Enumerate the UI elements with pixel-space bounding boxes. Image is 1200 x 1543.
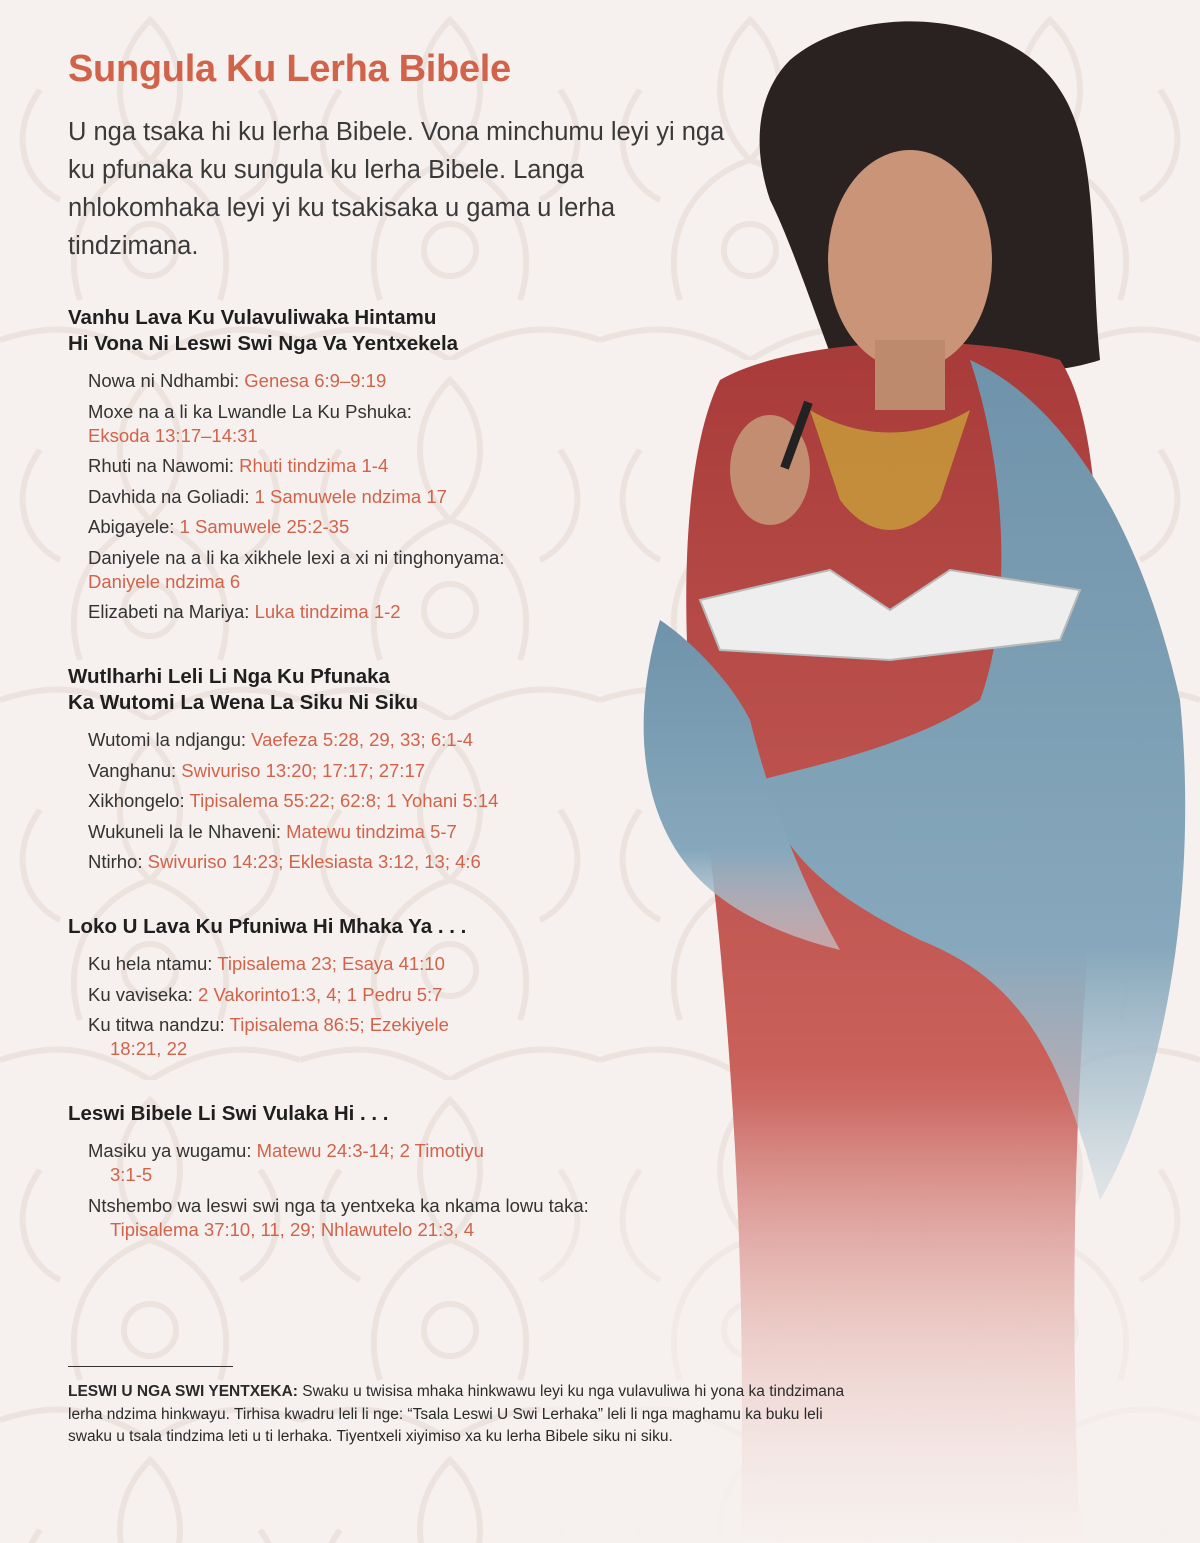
list-item <box>88 546 788 594</box>
section-heading <box>68 305 788 357</box>
item-label: Rhuti na Nawomi: <box>88 455 240 476</box>
item-label: Vanghanu: <box>88 759 182 781</box>
item-label: Wukuneli la le Nhaveni: <box>88 820 287 842</box>
scripture-link[interactable]: Rhuti tindzima 1-4 <box>239 455 389 476</box>
section-heading-line1: Loko U Lava Ku Pfuniwa Hi Mhaka Ya . . . <box>68 915 467 938</box>
item-label: Nowa ni Ndhambi: <box>88 370 245 391</box>
list-item <box>88 983 788 1007</box>
list-item <box>88 454 788 478</box>
section-help <box>68 914 788 1061</box>
section-heading <box>68 1101 788 1127</box>
item-label: Masiku ya wugamu: <box>88 1140 257 1161</box>
section-heading <box>68 914 788 940</box>
scripture-link[interactable]: Matewu tindzima 5-7 <box>286 820 457 842</box>
item-label: Ku vaviseka: <box>88 983 199 1005</box>
scripture-link[interactable]: 2 Vakorinto1:3, 4; 1 Pedru 5:7 <box>198 983 443 1005</box>
section-bible-says <box>68 1101 788 1242</box>
item-label: Ntshembo wa leswi swi nga ta yentxeka ka nkama lowu taka: <box>88 1194 589 1216</box>
item-label: Abigayele: <box>88 516 180 537</box>
list-item <box>88 400 788 448</box>
list-item <box>88 515 788 539</box>
list-item <box>88 1139 490 1187</box>
item-label: Davhida na Goliadi: <box>88 485 255 507</box>
list-item <box>88 369 788 393</box>
section-wisdom <box>68 664 788 874</box>
section-people <box>68 305 788 624</box>
scripture-link[interactable]: Luka tindzima 1-2 <box>254 601 401 622</box>
scripture-link[interactable]: Matewu 24:3-14; 2 Timotiyu 3:1-5 <box>110 1140 484 1185</box>
item-label: Moxe na a li ka Lwandle La Ku Pshuka: <box>88 400 412 422</box>
scripture-link[interactable]: 1 Samuwele 25:2-35 <box>179 516 350 537</box>
list-item <box>88 952 788 976</box>
scripture-link[interactable]: Tipisalema 23; Esaya 41:10 <box>217 953 445 974</box>
section-heading-line1: Wutlharhi Leli Li Nga Ku Pfunaka <box>68 665 390 688</box>
list-item <box>88 1013 450 1061</box>
item-label: Elizabeti na Mariya: <box>88 601 255 622</box>
scripture-link[interactable]: Eksoda 13:17–14:31 <box>88 424 258 446</box>
section-heading-line2: Hi Vona Ni Leswi Swi Nga Va Yentxekela <box>68 332 459 355</box>
scripture-link[interactable]: Tipisalema 55:22; 62:8; 1 Yohani 5:14 <box>189 790 499 811</box>
section-heading-line1: Vanhu Lava Ku Vulavuliwaka Hintamu <box>68 306 437 329</box>
scripture-link[interactable]: Swivuriso 13:20; 17:17; 27:17 <box>181 759 426 781</box>
page-title: Sungula Ku Lerha Bibele <box>68 48 511 90</box>
list-item <box>88 850 788 874</box>
footnote-label: LESWI U NGA SWI YENTXEKA: <box>68 1383 298 1400</box>
footnote-text: Swaku u twisisa mhaka hinkwawu leyi ku nga vulavuliwa hi yona ka tindzimana lerha ndzima hinkwayu. Tirhisa kwadru leli li nge: “Tsala Leswi U Swi Lerhaka” leli li nga maghamu ka buku leli swaku u tsala tindzima leti u ti lerhaka. Tiyentxeli xiyimiso xa ku lerha Bibele siku ni siku. <box>68 1383 845 1445</box>
item-label: Daniyele na a li ka xikhele lexi a xi ni tinghonyama: <box>88 546 505 568</box>
list-item <box>88 600 788 624</box>
section-heading <box>68 664 788 716</box>
list-item <box>88 820 788 844</box>
intro-paragraph: U nga tsaka hi ku lerha Bibele. Vona minchumu leyi yi nga ku pfunaka ku sungula ku lerha Bibele. Langa nhlokomhaka leyi yi ku tsakisaka u gama u lerha tindzimana. <box>68 118 725 260</box>
footnote <box>68 1381 868 1449</box>
item-label: Ku titwa nandzu: <box>88 1014 230 1035</box>
scripture-link[interactable]: Tipisalema 86:5; Ezekiyele 18:21, 22 <box>110 1014 449 1059</box>
scripture-link[interactable]: Genesa 6:9–9:19 <box>244 370 387 391</box>
scripture-link[interactable]: Daniyele ndzima 6 <box>88 570 241 592</box>
main-content <box>68 48 788 1248</box>
section-heading-line2: Ka Wutomi La Wena La Siku Ni Siku <box>68 691 419 714</box>
item-label: Ntirho: <box>88 851 148 872</box>
scripture-link[interactable]: Swivuriso 14:23; Eklesiasta 3:12, 13; 4:6 <box>147 851 481 872</box>
list-item <box>88 728 788 752</box>
scripture-link[interactable]: Vaefeza 5:28, 29, 33; 6:1-4 <box>251 729 473 750</box>
item-label: Wutomi la ndjangu: <box>88 729 252 750</box>
scripture-link[interactable]: 1 Samuwele ndzima 17 <box>254 485 447 507</box>
list-item <box>88 789 788 813</box>
footnote-divider <box>68 1366 233 1367</box>
scripture-link[interactable]: Tipisalema 37:10, 11, 29; Nhlawutelo 21:3, 4 <box>110 1218 475 1240</box>
list-item <box>88 759 788 783</box>
item-label: Ku hela ntamu: <box>88 953 218 974</box>
item-label: Xikhongelo: <box>88 790 190 811</box>
list-item <box>88 485 788 509</box>
list-item <box>88 1194 640 1242</box>
section-heading-line1: Leswi Bibele Li Swi Vulaka Hi . . . <box>68 1102 389 1125</box>
